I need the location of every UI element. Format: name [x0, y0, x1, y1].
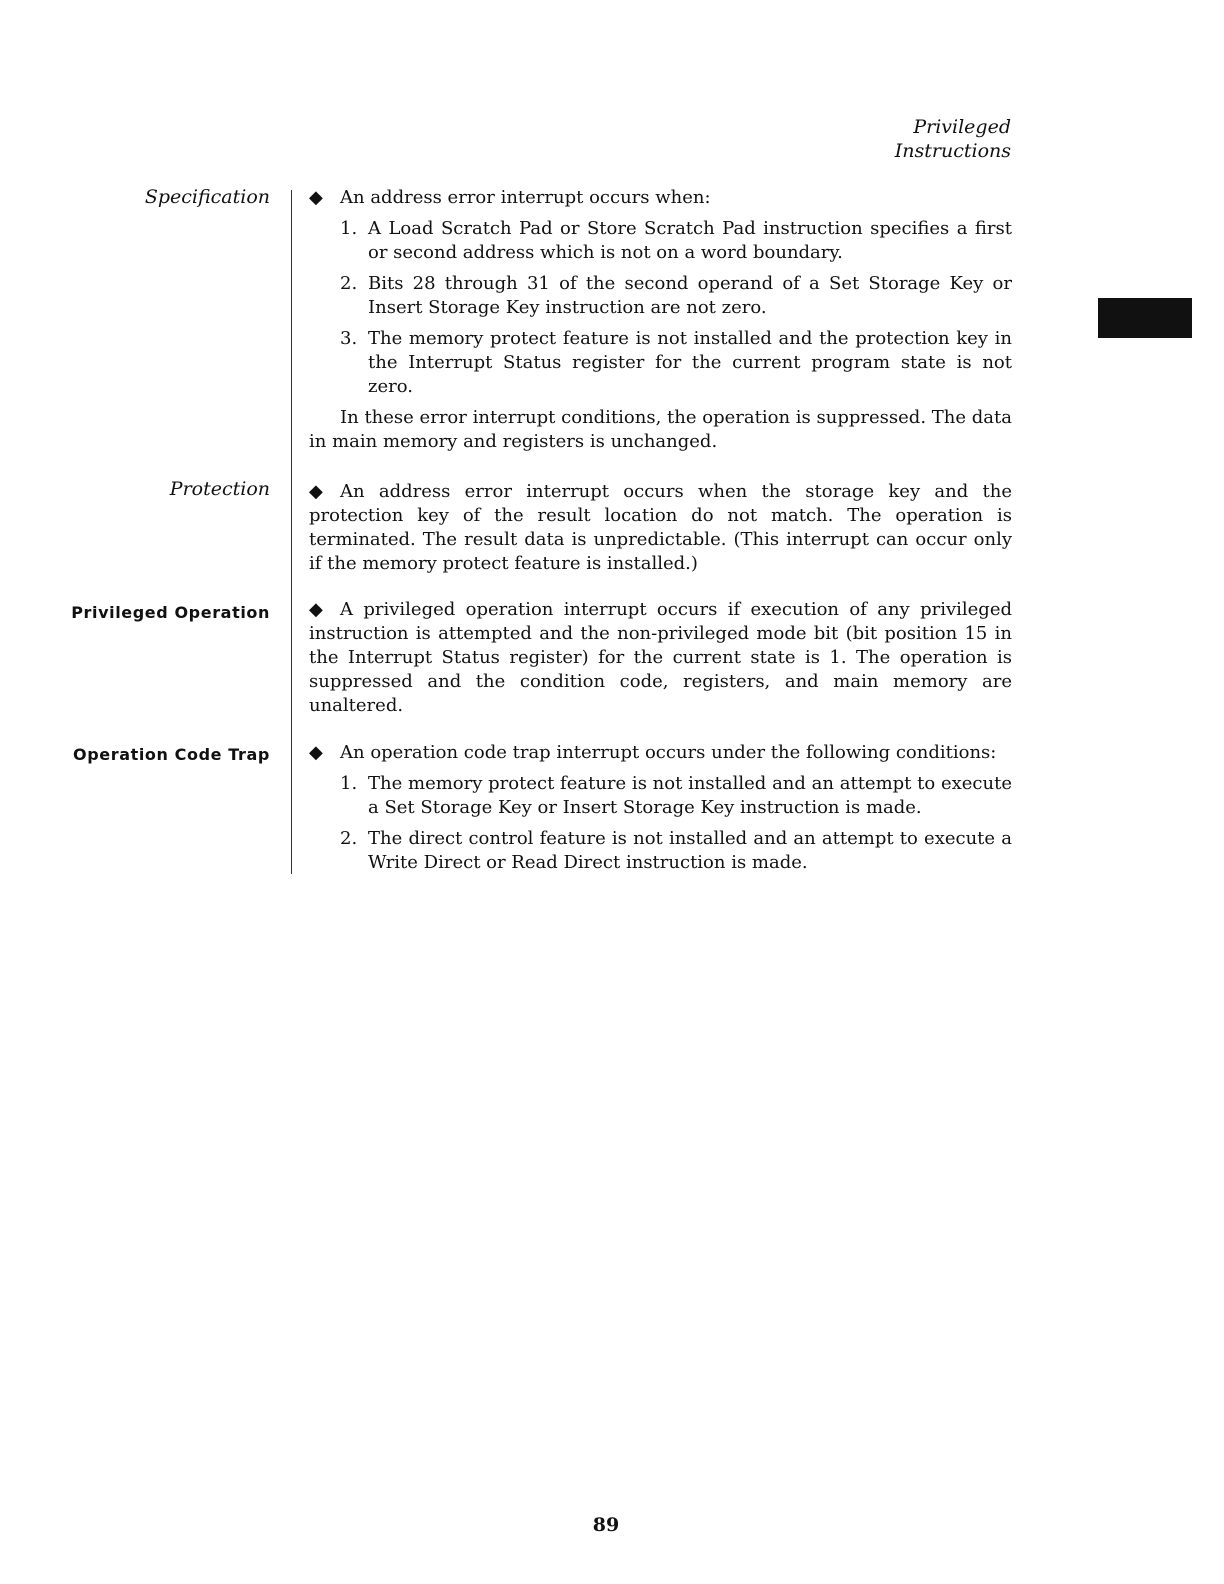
operation-code-trap-label: Operation Code Trap — [73, 745, 270, 764]
specification-closing: In these error interrupt conditions, the operation is suppressed. The data in main memory and registers is unchanged. — [309, 407, 1012, 452]
protection-text: ◆ An address error interrupt occurs when the storage key and the protection key of the result location do not match. The operation is terminated. The result data is unpredictable. (This interrupt can occur only if the memory protect feature is installed.) — [309, 481, 1012, 574]
operation-code-trap-section — [309, 741, 1012, 882]
list-item: 1. A Load Scratch Pad or Store Scratch Pad instruction specifies a first or second address which is not on a word boundary. — [340, 218, 1012, 263]
diamond-bullet-icon: ◆ — [309, 742, 323, 763]
privileged-operation-text: ◆ A privileged operation interrupt occurs if execution of any privileged instruction is attempted and the non-privileged mode bit (bit position 15 in the Interrupt Status register) for the current state is 1. The operation is suppressed and the condition code, registers, and main memory are unaltered. — [309, 599, 1012, 716]
diamond-bullet-icon: ◆ — [309, 481, 323, 502]
diamond-bullet-icon: ◆ — [309, 187, 323, 208]
operation-code-trap-intro: ◆ An operation code trap interrupt occurs under the following conditions: — [309, 742, 997, 763]
privileged-operation-label: Privileged Operation — [71, 603, 270, 622]
list-item: 2. Bits 28 through 31 of the second operand of a Set Storage Key or Insert Storage Key instruction are not zero. — [340, 273, 1012, 318]
list-item: 1. The memory protect feature is not installed and an attempt to execute a Set Storage Key or Insert Storage Key instruction is made. — [340, 773, 1012, 818]
specification-section — [309, 186, 1012, 454]
page-number: 89 — [592, 1514, 620, 1536]
running-header — [895, 115, 1011, 163]
diamond-bullet-icon: ◆ — [309, 599, 323, 620]
specification-list — [309, 217, 1012, 399]
privileged-operation-section — [309, 598, 1012, 718]
running-header-line1: Privileged — [913, 116, 1011, 138]
thumb-index-tab — [1098, 298, 1192, 338]
protection-label: Protection — [169, 478, 270, 500]
specification-intro: ◆ An address error interrupt occurs when: — [309, 187, 711, 208]
list-item: 2. The direct control feature is not installed and an attempt to execute a Write Direct or Read Direct instruction is made. — [340, 828, 1012, 873]
protection-section — [309, 480, 1012, 576]
list-item: 3. The memory protect feature is not installed and the protection key in the Interrupt Status register for the current program state is not zero. — [340, 328, 1012, 397]
running-header-line2: Instructions — [894, 140, 1011, 162]
specification-label: Specification — [144, 186, 270, 208]
operation-code-trap-list — [309, 772, 1012, 875]
margin-rule — [291, 190, 292, 874]
